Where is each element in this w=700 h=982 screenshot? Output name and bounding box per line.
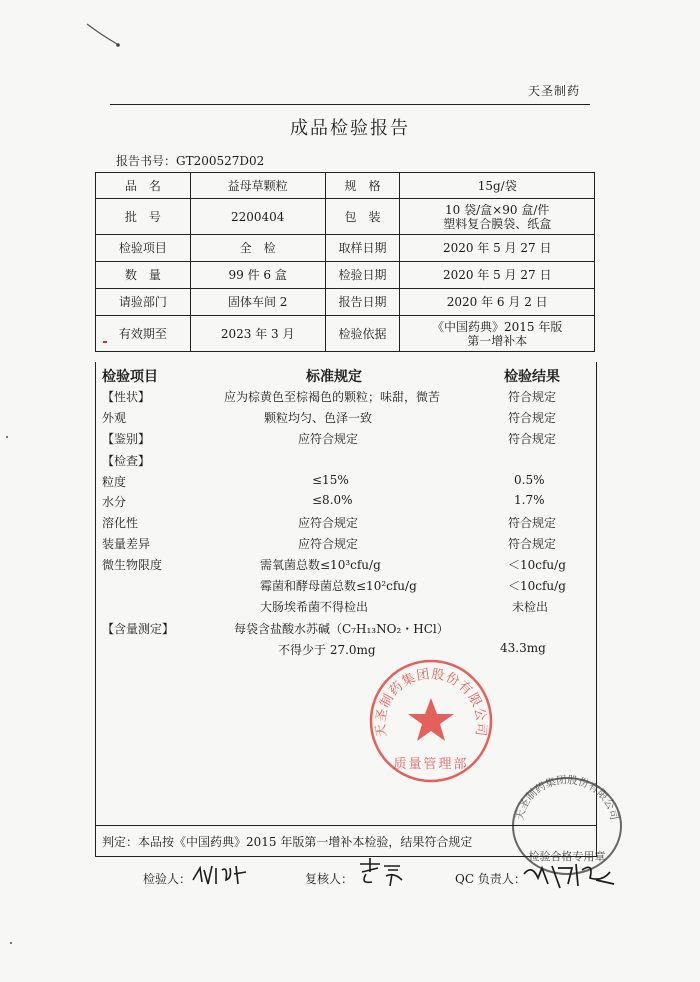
table-row [96,262,595,289]
verdict-text: 判定：本品按《中国药典》2015 年版第一增补本检验，结果符合规定 [102,835,473,849]
inspection-date-label: 检验日期 [325,262,400,289]
company-seal [366,656,496,786]
report-number [116,152,264,169]
table-row [96,199,595,235]
package-value-line1: 10 袋/盒×90 盒/件 [445,202,550,217]
batch-value: 2200404 [190,199,325,235]
result-value: 符合规定 [508,411,557,425]
inspection-seal-company-text: 天圣制药集团股份有限公司 [513,774,621,822]
expiry-label: 有效期至 [96,316,191,352]
quantity-value: 99 件 6 盒 [190,262,325,289]
report-number-label: 报告书号： [116,154,177,168]
result-value: 符合规定 [508,390,557,404]
product-name-value: 益母草颗粒 [190,173,325,199]
inspector-label: 检验人： [143,872,192,886]
spec-value: 15g/袋 [400,173,595,199]
result-standard: 应符合规定 [298,537,359,551]
result-standard: ≤8.0% [312,493,353,507]
scan-dot [103,341,107,343]
product-name-label: 品 名 [96,173,191,199]
result-item: 【鉴别】 [102,432,151,446]
reviewer-signature [356,856,406,890]
table-row [96,173,595,199]
results-section [95,362,597,837]
report-title: 成品检验报告 [290,118,410,139]
basis-label: 检验依据 [325,316,400,352]
result-value: 符合规定 [508,432,557,446]
brand-logo-text: 天圣制药 [528,84,581,98]
inspector-signature [190,860,250,890]
request-dept-label: 请验部门 [96,289,191,316]
result-value: 0.5% [514,473,545,487]
seal-dept-text: 质量管理部 [393,757,469,772]
scan-mark [85,22,125,52]
result-item: 【含量测定】 [102,622,175,636]
package-value [400,199,595,235]
result-standard: 霉菌和酵母菌总数≤10²cfu/g [260,579,417,593]
result-item: 【检查】 [102,454,151,468]
result-value: ＜10cfu/g [508,579,566,593]
result-item: 【性状】 [102,390,151,404]
result-item: 粒度 [102,475,127,489]
report-number-value: GT200527D02 [176,154,265,168]
svg-text:天圣制药集团股份有限公司 [514,774,620,821]
inspection-item-label: 检验项目 [96,235,191,262]
result-item: 装量差异 [102,537,151,551]
col-header-item: 检验项目 [102,369,158,385]
result-standard: 需氧菌总数≤10³cfu/g [260,558,381,572]
scan-dot [6,436,8,438]
package-label: 包 装 [325,199,400,235]
expiry-value: 2023 年 3 月 [190,316,325,352]
sampling-date-label: 取样日期 [325,235,400,262]
qc-label: QC 负责人： [455,872,526,886]
qc-signature [520,858,620,894]
result-value: 1.7% [514,493,545,507]
result-value: 未检出 [512,600,549,614]
result-standard: 应符合规定 [298,516,359,530]
header-rule [110,104,590,105]
basis-value-line2: 第一增补本 [467,333,528,348]
col-header-standard: 标准规定 [306,369,362,385]
batch-label: 批 号 [96,199,191,235]
basis-value-line1: 《中国药典》2015 年版 [432,319,563,334]
inspection-seal-bottom-text: 检验合格专用章 [528,850,606,863]
result-standard: 大肠埃希菌不得检出 [260,600,369,614]
result-value: 43.3mg [500,641,546,655]
table-row [96,235,595,262]
inspection-item-value: 全 检 [190,235,325,262]
result-value: 符合规定 [508,537,557,551]
package-value-line2: 塑料复合膜袋、纸盒 [443,216,552,231]
verdict-box [95,825,597,857]
table-row [96,316,595,352]
basis-value [400,316,595,352]
result-item: 溶化性 [102,516,139,530]
product-info-table [95,172,595,352]
result-item: 微生物限度 [102,558,163,572]
result-standard: 应为棕黄色至棕褐色的颗粒；味甜，微苦 [224,390,441,404]
result-standard: 不得少于 27.0mg [278,643,376,657]
result-item: 水分 [102,495,127,509]
scan-dot [10,942,12,944]
table-row [96,289,595,316]
result-standard: 颗粒均匀、色泽一致 [264,411,373,425]
sampling-date-value: 2020 年 5 月 27 日 [400,235,595,262]
quantity-label: 数 量 [96,262,191,289]
request-dept-value: 固体车间 2 [190,289,325,316]
result-item: 外观 [102,411,127,425]
report-date-value: 2020 年 6 月 2 日 [400,289,595,316]
reviewer-label: 复核人： [305,872,354,886]
result-standard: 每袋含盐酸水苏碱（C₇H₁₃NO₂・HCl） [234,622,449,636]
result-value: 符合规定 [508,516,557,530]
result-standard: ≤15% [312,473,349,487]
report-date-label: 报告日期 [325,289,400,316]
result-standard: 应符合规定 [298,432,359,446]
inspection-date-value: 2020 年 5 月 27 日 [400,262,595,289]
spec-label: 规 格 [325,173,400,199]
col-header-result: 检验结果 [504,369,560,385]
result-value: ＜10cfu/g [508,558,566,572]
seal-company-text: 天圣制药集团股份有限公司 [373,667,489,738]
